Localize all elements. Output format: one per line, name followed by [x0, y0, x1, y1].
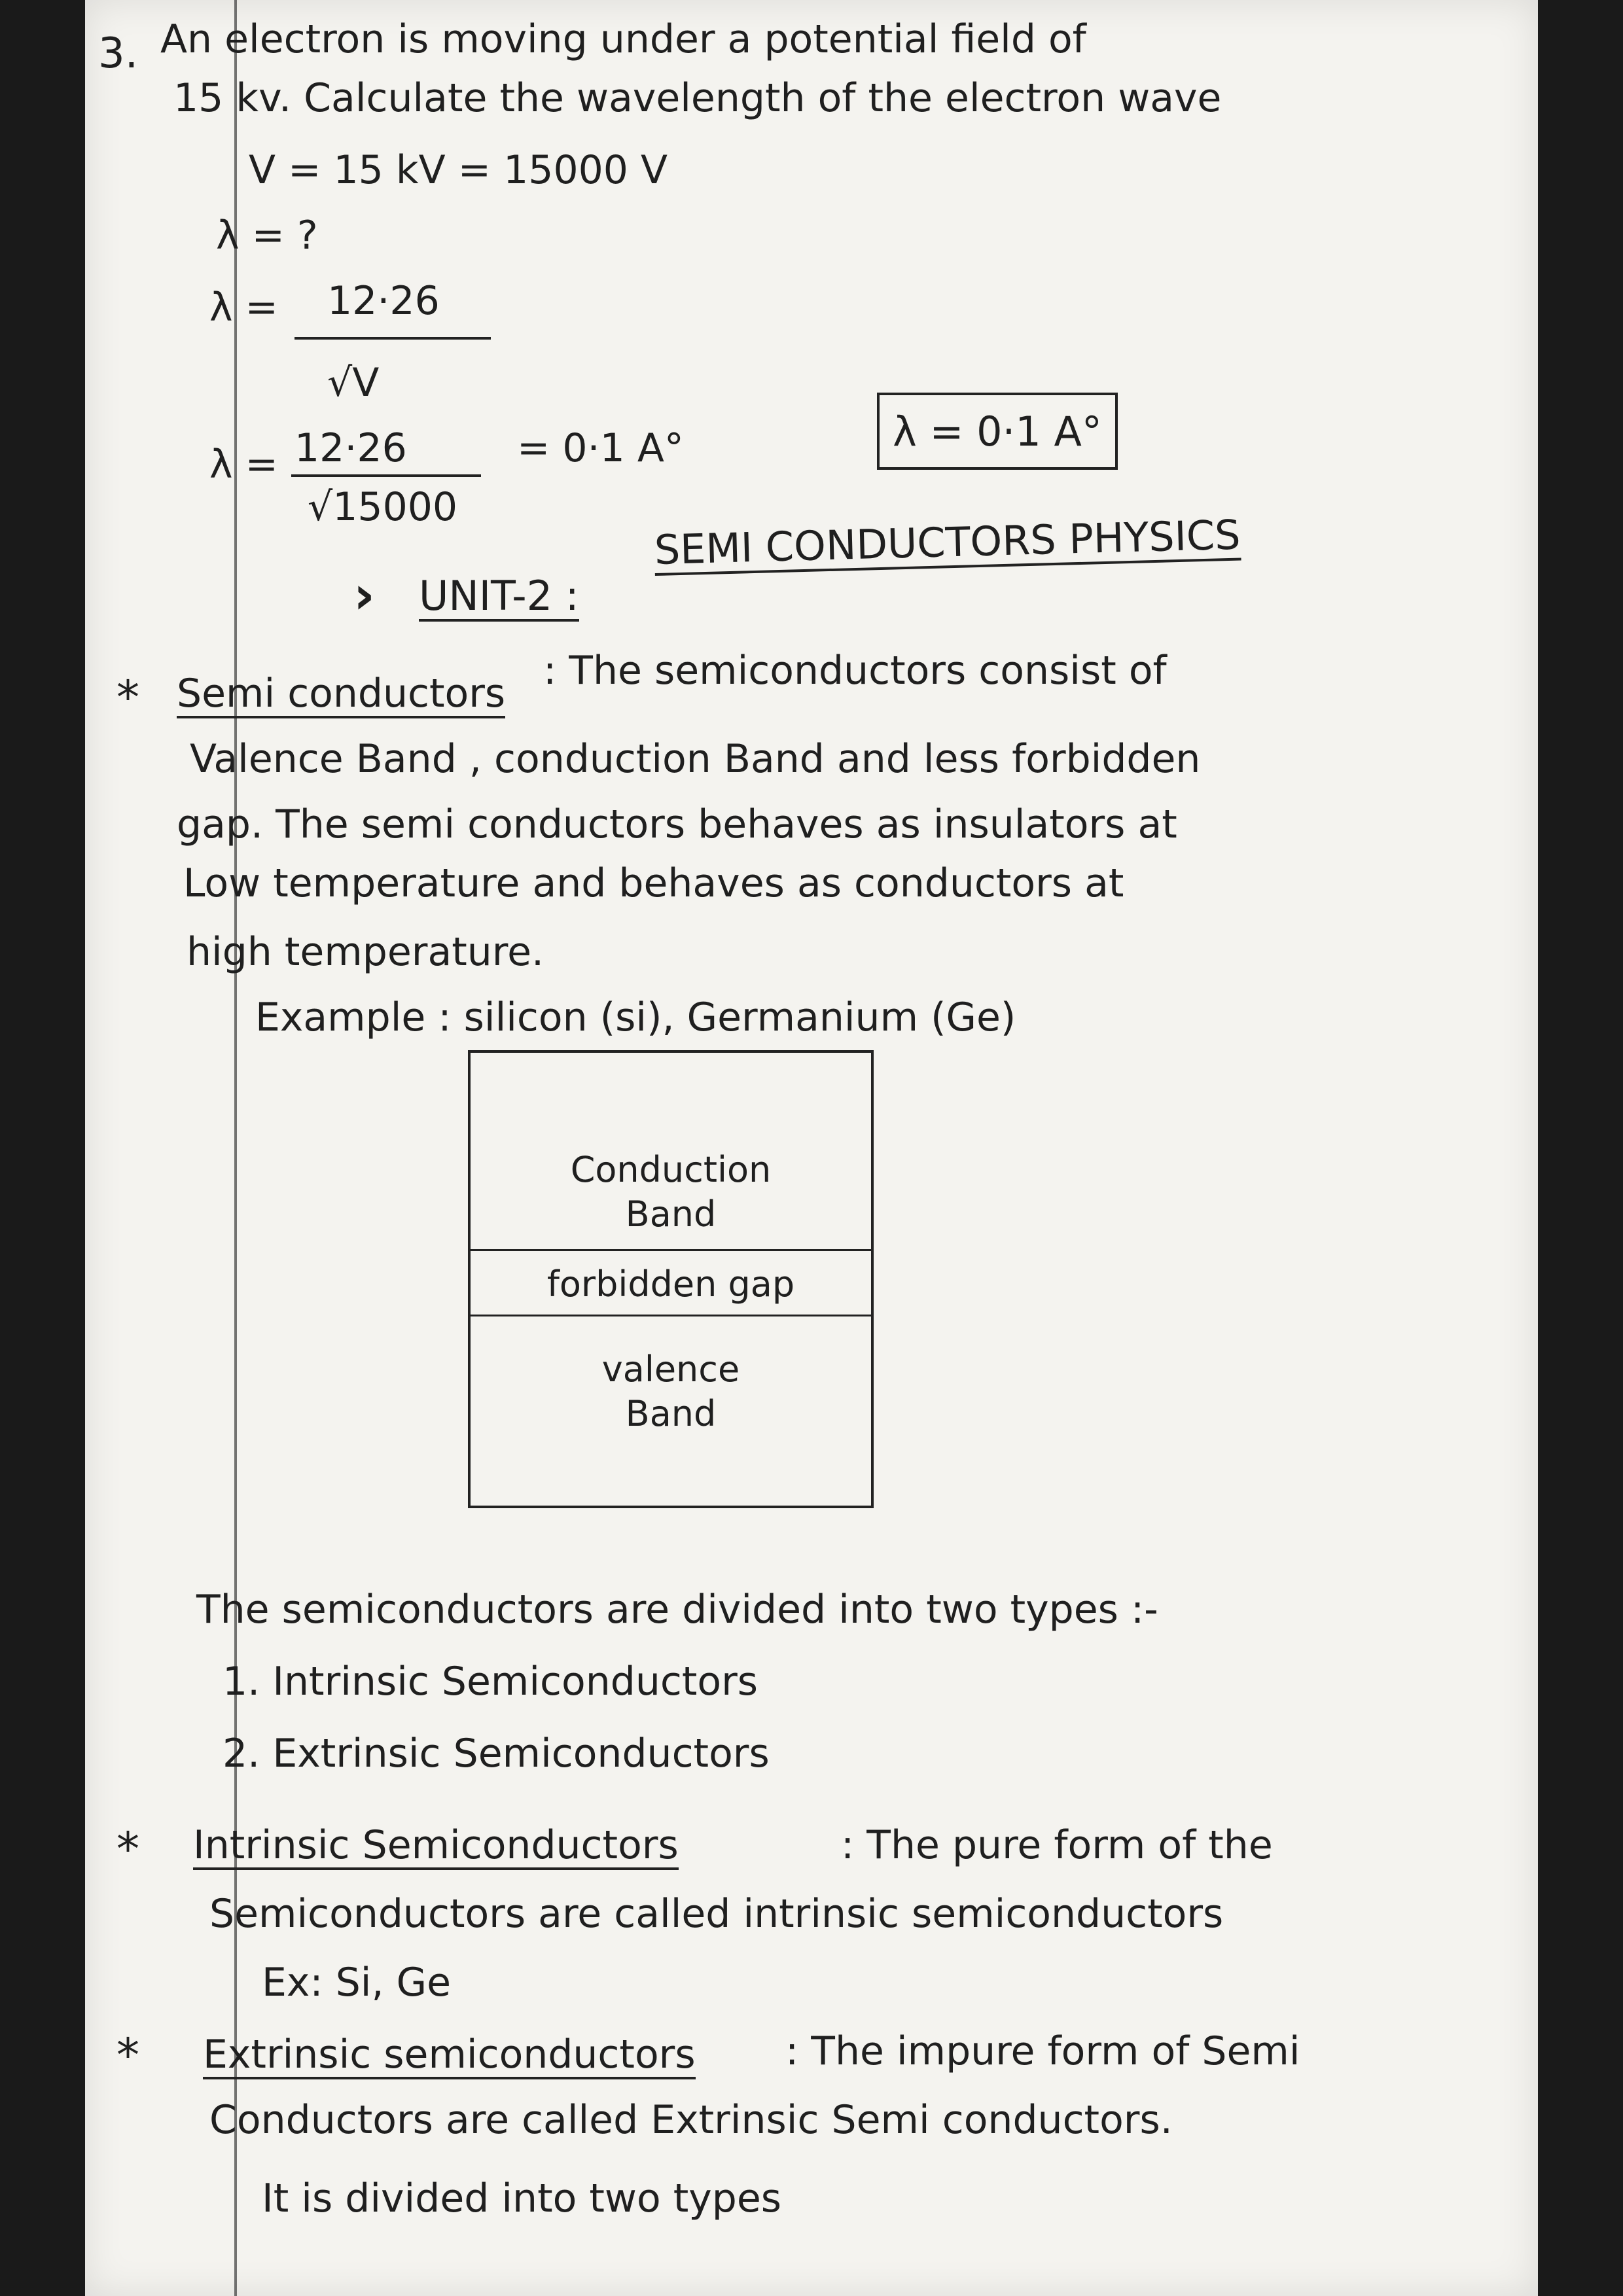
calc-fraction-bar [291, 474, 481, 477]
extrinsic-term: Extrinsic semiconductors [203, 2035, 696, 2079]
intrinsic-line2: Semiconductors are called intrinsic semiconductors [209, 1891, 1224, 1937]
unit-label: UNIT-2 : [419, 576, 579, 622]
types-item-extrinsic: 2. Extrinsic Semiconductors [223, 1731, 770, 1776]
semiconductors-line2: Valence Band , conduction Band and less forbidden [190, 736, 1201, 782]
extrinsic-line3: It is divided into two types [262, 2176, 782, 2221]
valence-band-label: valence Band [601, 1349, 740, 1434]
bullet-star-icon: * [116, 671, 139, 724]
semiconductors-term: Semi conductors [177, 674, 505, 718]
types-intro: The semiconductors are divided into two types :- [196, 1587, 1158, 1633]
semiconductors-example: Example : silicon (si), Germanium (Ge) [255, 995, 1016, 1040]
problem-text-line2: 15 kv. Calculate the wavelength of the electron wave [173, 75, 1222, 121]
conduction-band-edge [471, 1249, 871, 1251]
calc-numerator: 12·26 [294, 425, 407, 471]
heading-arrow-icon: › [353, 565, 375, 626]
energy-band-diagram [468, 1050, 874, 1508]
formula-fraction-bar [294, 337, 491, 340]
calc-denominator: √15000 [308, 484, 458, 530]
semiconductors-line5: high temperature. [187, 929, 544, 975]
valence-band-edge [471, 1315, 871, 1316]
intrinsic-term: Intrinsic Semiconductors [193, 1826, 679, 1870]
find-wavelength: λ = ? [216, 213, 318, 258]
semiconductors-line3: gap. The semi conductors behaves as insulators at [177, 802, 1177, 847]
types-item-intrinsic: 1. Intrinsic Semiconductors [223, 1659, 758, 1704]
problem-text-line1: An electron is moving under a potential field of [160, 16, 1086, 62]
calc-lhs: λ = [209, 442, 278, 487]
boxed-answer: λ = 0·1 A° [877, 393, 1118, 470]
formula-numerator: 12·26 [327, 278, 440, 324]
bullet-star-icon: * [116, 2028, 139, 2082]
formula-lhs: λ = [209, 285, 278, 330]
conduction-band-label: Conduction Band [570, 1149, 772, 1235]
semiconductors-line4: Low temperature and behaves as conductors at [183, 860, 1124, 906]
calc-result: = 0·1 A° [517, 425, 684, 471]
unit-title: SEMI CONDUCTORS PHYSICS [654, 515, 1241, 576]
margin-line [234, 0, 237, 2296]
intrinsic-example: Ex: Si, Ge [262, 1960, 452, 2005]
bullet-star-icon: * [116, 1822, 139, 1876]
formula-denominator: √V [327, 360, 380, 406]
given-voltage: V = 15 kV = 15000 V [249, 147, 668, 193]
intrinsic-line1: : The pure form of the [841, 1822, 1273, 1868]
semiconductors-line1: : The semiconductors consist of [543, 648, 1167, 694]
forbidden-gap-label: forbidden gap [546, 1263, 795, 1305]
extrinsic-line1: : The impure form of Semi [785, 2028, 1300, 2074]
extrinsic-line2: Conductors are called Extrinsic Semi conductors. [209, 2097, 1173, 2143]
problem-number: 3. [98, 29, 139, 78]
